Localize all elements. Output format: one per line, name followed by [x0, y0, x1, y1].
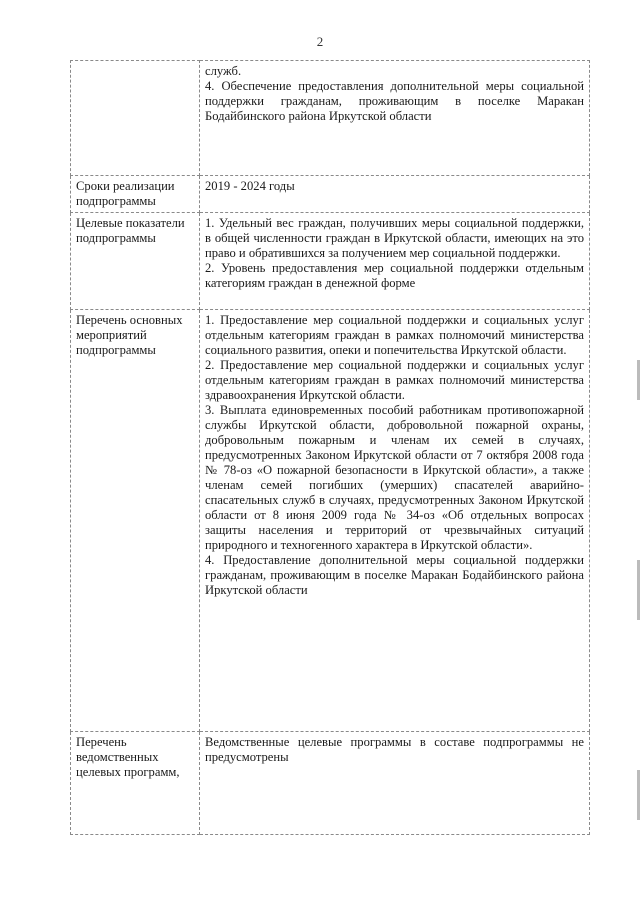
row-content [200, 310, 590, 732]
content-item: 4. Обеспечение предоставления дополнительной меры социальной поддержки гражданам, проживающим в поселке Маракан Бодайбинского района Иркутской области [205, 79, 584, 123]
content-item: 1. Удельный вес граждан, получивших меры социальной поддержки, в общей численности граждан в Иркутской области, имеющих на это право и обратившихся за получением мер социальной поддержки. [205, 216, 584, 260]
content-item: 4. Предоставление дополнительной меры социальной поддержки гражданам, проживающим в поселке Маракан Бодайбинского района Иркутской области [205, 553, 584, 597]
content-item: 3. Выплата единовременных пособий работникам противопожарной службы Иркутской области, добровольной пожарной охраны, добровольным пожарным и членам их семей в случаях, предусмотренных Законом Иркутской области от 7 октября 2008 года № 78-оз «О пожарной безопасности в Иркутской области», а также членам семей погибших (умерших) спасателей аварийно-спасательных служб в случаях, предусмотренных Законом Иркутской области от 8 июня 2009 года № 34-оз «Об отдельных вопросах защиты населения и территорий от чрезвычайных ситуаций природного и техногенного характера в Иркутской области». [205, 403, 584, 552]
row-content [200, 176, 590, 213]
content-item: служб. [205, 64, 242, 78]
content-item: 1. Предоставление мер социальной поддержки и социальных услуг отдельным категориям граждан в рамках полномочий министерства социального развития, опеки и попечительства Иркутской области. [205, 313, 584, 357]
row-label: Перечень ведомственных целевых программ, [71, 732, 200, 835]
table-row [71, 176, 590, 213]
row-content [200, 732, 590, 835]
content-item: 2. Предоставление мер социальной поддержки и социальных услуг отдельным категориям граждан в рамках полномочий министерства здравоохранения Иркутской области. [205, 358, 584, 402]
row-content [200, 61, 590, 176]
table-row [71, 213, 590, 310]
page-number: 2 [316, 34, 324, 49]
table-row [71, 61, 590, 176]
row-label: Целевые показатели подпрограммы [71, 213, 200, 310]
table-row [71, 310, 590, 732]
row-label: Перечень основных мероприятий подпрограммы [71, 310, 200, 732]
content-item: 2019 - 2024 годы [205, 179, 295, 193]
content-item: 2. Уровень предоставления мер социальной поддержки отдельным категориям граждан в денежной форме [205, 261, 584, 290]
row-label: Сроки реализации подпрограммы [71, 176, 200, 213]
subprogram-passport-table [70, 60, 590, 835]
row-label [71, 61, 200, 176]
content-item: Ведомственные целевые программы в составе подпрограммы не предусмотрены [205, 735, 584, 764]
table-row [71, 732, 590, 835]
row-content [200, 213, 590, 310]
